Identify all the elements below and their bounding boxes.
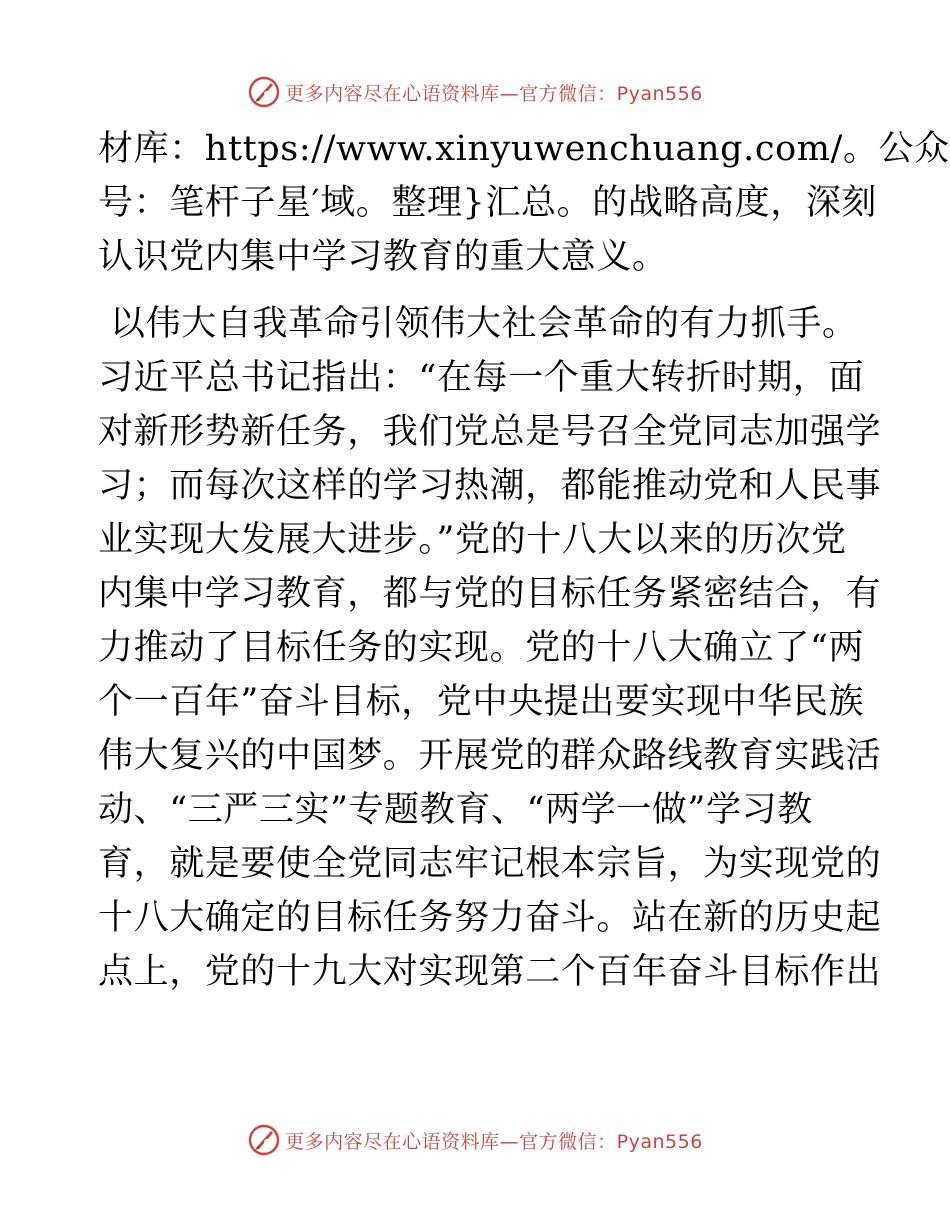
text-line: 力推动了目标任务的实现。党的十八大确立了“两: [98, 628, 865, 668]
text-line: 内集中学习教育，都与党的目标任务紧密结合，有: [98, 574, 882, 614]
text-line: 业实现大发展大进步。”党的十八大以来的历次党: [98, 520, 847, 560]
text-line: 点上，党的十九大对实现第二个百年奋斗目标作出: [98, 952, 882, 992]
text-line: 以伟大自我革命引领伟大社会革命的有力抓手。: [110, 304, 858, 344]
text-line: 个一百年”奋斗目标，党中央提出要实现中华民族: [98, 682, 865, 722]
text-line: 十八大确定的目标任务努力奋斗。站在新的历史起: [98, 898, 882, 938]
text-line: 认识党内集中学习教育的重大意义。: [98, 237, 668, 277]
text-line: 习；而每次这样的学习热潮，都能推动党和人民事: [98, 466, 882, 506]
text-line: 对新形势新任务，我们党总是号召全党同志加强学: [98, 412, 882, 452]
footer-banner: [0, 1120, 950, 1160]
text-line: 号：笔杆子星′域。整理}汇总。的战略高度，深刻: [98, 183, 878, 223]
text-line: 习近平总书记指出：“在每一个重大转折时期，面: [98, 358, 865, 398]
paragraph-1: [98, 122, 950, 284]
text-line: 动、“三严三实”专题教育、“两学一做”学习教: [98, 790, 813, 830]
quill-pen-logo-icon: [247, 1123, 281, 1157]
text-line: 育，就是要使全党同志牢记根本宗旨，为实现党的: [98, 844, 882, 884]
text-line: 材库：https://www.xinyuwenchuang.com/。公众: [98, 129, 950, 169]
header-banner-text: 更多内容尽在心语资料库—官方微信：Pyan556: [285, 82, 703, 105]
quill-pen-logo-icon: [247, 75, 281, 109]
paragraph-2: [98, 297, 882, 999]
header-banner: [0, 72, 950, 112]
text-line: 伟大复兴的中国梦。开展党的群众路线教育实践活: [98, 736, 882, 776]
footer-banner-text: 更多内容尽在心语资料库—官方微信：Pyan556: [285, 1130, 703, 1153]
document-body: [98, 122, 950, 999]
